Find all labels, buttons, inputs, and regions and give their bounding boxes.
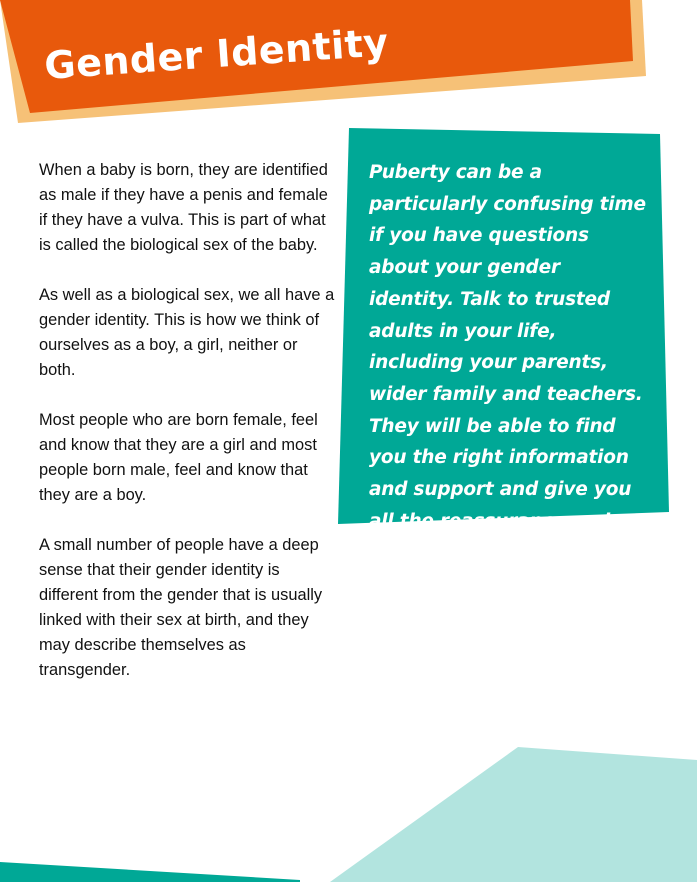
body-text	[39, 158, 335, 708]
paragraph-biological-sex: When a baby is born, they are identified as male if they have a penis and female if they have a vulva. This is part of what is called the biological sex of the baby.	[39, 161, 328, 254]
bottom-corner-light	[330, 747, 697, 882]
callout-text: Puberty can be a particularly confusing time if you have questions about your gender identity. Talk to trusted adults in your life, including your parents, wider family and teachers. They will be able to find you the right information and support and give you all the reassurance and love you need.	[369, 162, 646, 564]
bottom-teal-strip	[0, 862, 300, 882]
paragraph-most-people: Most people who are born female, feel and know that they are a girl and most people born male, feel and know that they are a boy.	[39, 411, 318, 504]
paragraph-gender-identity: As well as a biological sex, we all have a gender identity. This is how we think of ourselves as a boy, a girl, neither or both.	[39, 286, 335, 379]
page-title: Gender Identity	[42, 20, 390, 88]
paragraph-transgender: A small number of people have a deep sense that their gender identity is different from the gender that is usually linked with their sex at birth, and they may describe themselves as transgender.	[39, 536, 323, 679]
